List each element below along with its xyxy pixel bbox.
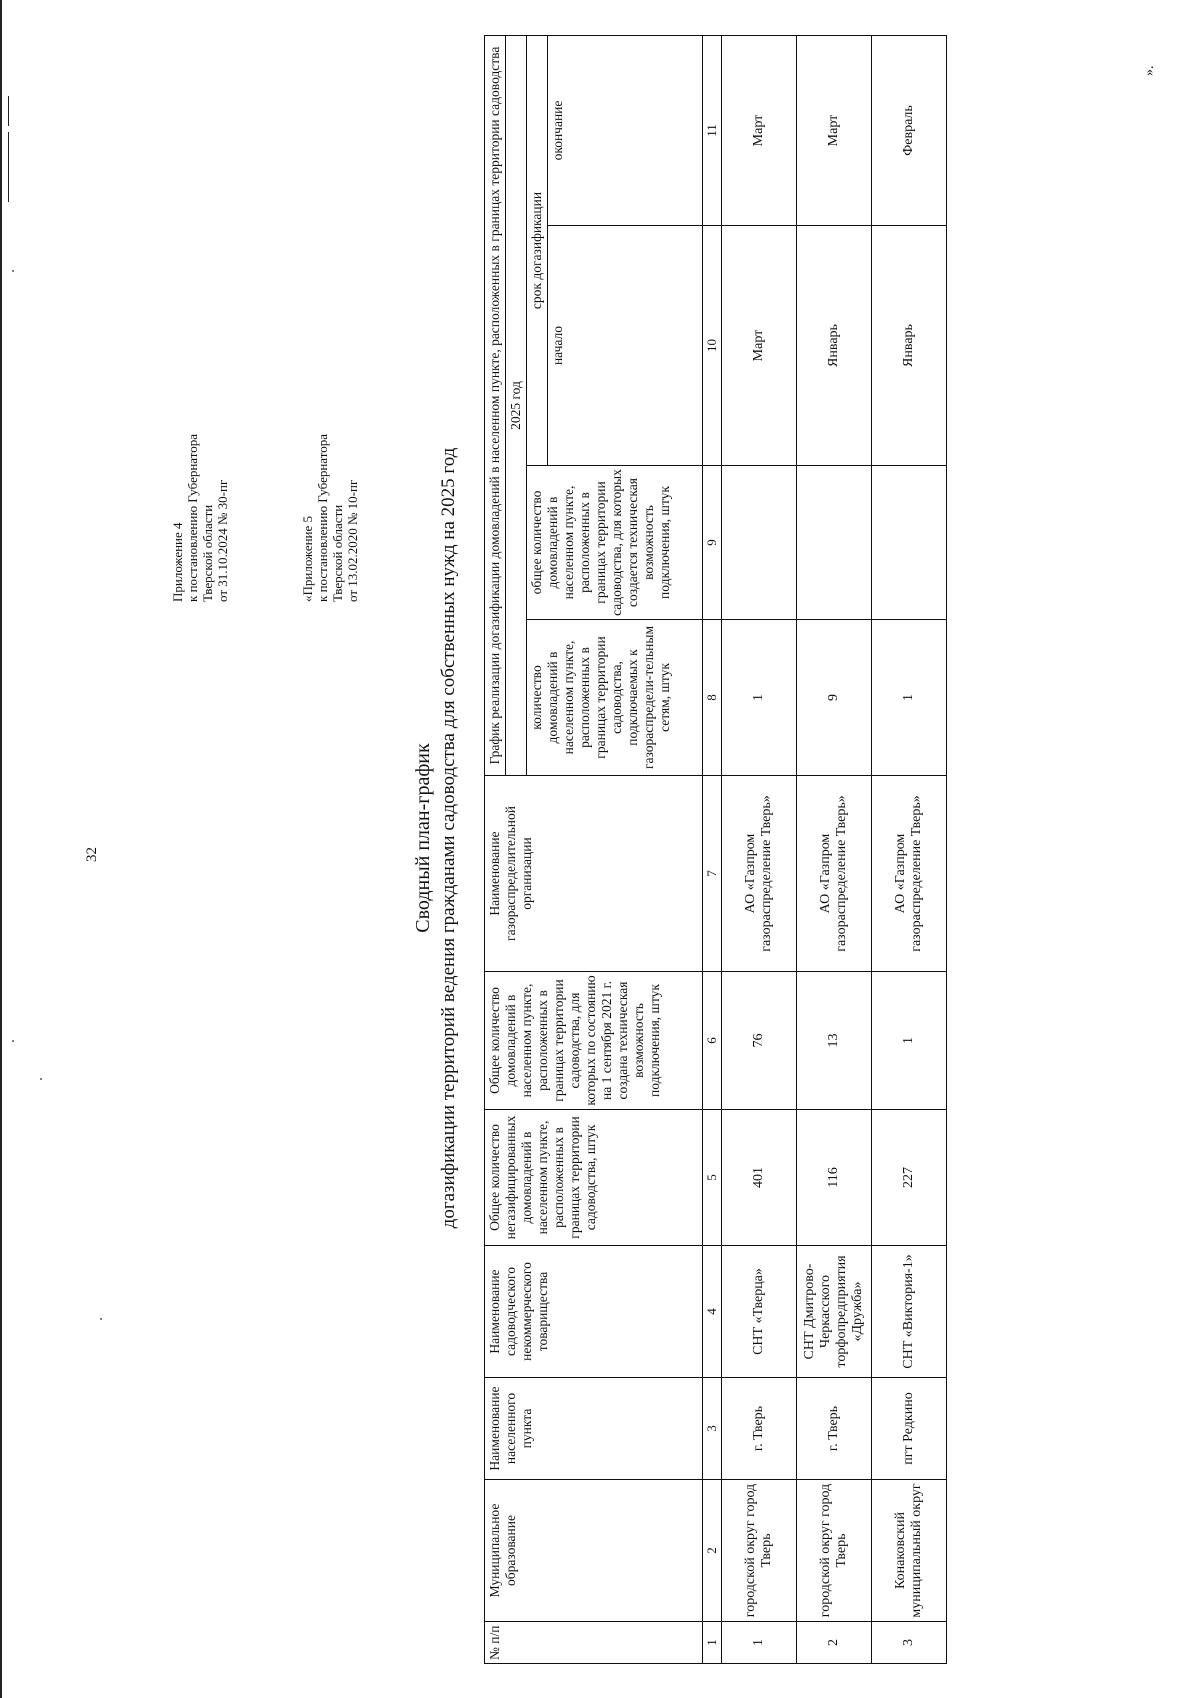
cell-gas-organization: АО «Газпром газораспределение Тверь»	[722, 776, 797, 972]
cell-technical-possibility-count: 1	[872, 972, 947, 1110]
cell-technical-possibility-count: 76	[722, 972, 797, 1110]
cell-created-possibility-count	[797, 466, 872, 620]
cell-created-possibility-count	[872, 466, 947, 620]
document-subtitle: догазификации территорий ведения гражданами садоводства для собственных нужд на 2025 год	[438, 447, 459, 1229]
cell-municipality: городской округ город Тверь	[797, 1480, 872, 1622]
table-row	[872, 36, 947, 1664]
schedule-table	[484, 35, 947, 1664]
cell-municipality: Конаковский муниципальный округ	[872, 1480, 947, 1622]
cell-settlement: пгт Редкино	[872, 1378, 947, 1480]
annex-line: «Приложение 5	[300, 515, 315, 602]
column-number: 11	[703, 36, 722, 226]
header-end: окончание	[548, 36, 703, 226]
header-partnership: Наименование садоводческого некоммерческого товарищества	[485, 1246, 703, 1378]
header-municipality: Муниципальное образование	[485, 1480, 703, 1622]
cell-settlement: г. Тверь	[722, 1378, 797, 1480]
column-number: 3	[703, 1378, 722, 1480]
cell-start: Январь	[872, 226, 947, 466]
cell-partnership: СНТ «Виктория-1»	[872, 1246, 947, 1378]
header-non-gasified-count: Общее количество негазифицированных домовладений в населенном пункте, расположенных в границах территории садоводства, штук	[485, 1110, 703, 1246]
column-number: 7	[703, 776, 722, 972]
cell-created-possibility-count	[722, 466, 797, 620]
table-row	[797, 36, 872, 1664]
annex-line: Тверской области	[330, 504, 345, 602]
cell-number: 2	[797, 1622, 872, 1664]
annex-reference-new	[170, 434, 230, 602]
table-row	[722, 36, 797, 1664]
header-technical-possibility-count: Общее количество домовладений в населенном пункте, расположенных в границах территории садоводства, для которых по состоянию на 1 сентября 2021 г. создана техническая возможность подключения, штук	[485, 972, 703, 1110]
cell-non-gasified-count: 401	[722, 1110, 797, 1246]
column-number: 6	[703, 972, 722, 1110]
annex-line: Тверской области	[200, 504, 215, 602]
document-title: Сводный план-график	[412, 743, 434, 933]
column-number: 4	[703, 1246, 722, 1378]
column-number: 5	[703, 1110, 722, 1246]
header-settlement: Наименование населенного пункта	[485, 1378, 703, 1480]
cell-partnership: СНТ «Тверца»	[722, 1246, 797, 1378]
column-number: 9	[703, 466, 722, 620]
cell-end: Март	[797, 36, 872, 226]
annex-line: от 31.10.2024 № 30-пг	[215, 479, 230, 602]
column-number: 8	[703, 620, 722, 776]
column-number: 10	[703, 226, 722, 466]
annex-line: Приложение 4	[170, 522, 185, 602]
cell-non-gasified-count: 116	[797, 1110, 872, 1246]
closing-quote: ».	[1142, 65, 1157, 76]
page-number: 32	[84, 847, 100, 862]
cell-non-gasified-count: 227	[872, 1110, 947, 1246]
cell-connected-count: 1	[722, 620, 797, 776]
column-number: 1	[703, 1622, 722, 1664]
cell-end: Март	[722, 36, 797, 226]
header-schedule-group: График реализации догазификации домовладений в населенном пункте, расположенных в границах территории садоводства	[485, 36, 506, 776]
annex-reference-old	[300, 434, 360, 602]
cell-municipality: городской округ город Тверь	[722, 1480, 797, 1622]
column-number: 2	[703, 1480, 722, 1622]
header-number: № п/п	[485, 1622, 703, 1664]
header-start: начало	[548, 226, 703, 466]
annex-line: к постановлению Губернатора	[315, 433, 330, 602]
header-gas-organization: Наименование газораспределительной организации	[485, 776, 703, 972]
header-year: 2025 год	[506, 36, 527, 776]
cell-connected-count: 1	[872, 620, 947, 776]
cell-connected-count: 9	[797, 620, 872, 776]
cell-start: Январь	[797, 226, 872, 466]
cell-partnership: СНТ Дмитрово-Черкасского торфопредприятия «Дружба»	[797, 1246, 872, 1378]
cell-gas-organization: АО «Газпром газораспределение Тверь»	[797, 776, 872, 972]
header-created-possibility-count: общее количество домовладений в населенном пункте, расположенных в границах территории садоводства, для которых создается техническая возможность подключения, штук	[527, 466, 703, 620]
cell-end: Февраль	[872, 36, 947, 226]
cell-start: Март	[722, 226, 797, 466]
cell-settlement: г. Тверь	[797, 1378, 872, 1480]
annex-line: от 13.02.2020 № 10-пг	[345, 479, 360, 602]
column-number-row	[703, 36, 722, 1664]
cell-gas-organization: АО «Газпром газораспределение Тверь»	[872, 776, 947, 972]
header-term: срок догазификации	[527, 36, 548, 466]
annex-line: к постановлению Губернатора	[185, 433, 200, 602]
header-connected-count: количество домовладений в населенном пункте, расположенных в границах территории садоводства, подключаемых к газораспредели-тельным сетям, штук	[527, 620, 703, 776]
cell-technical-possibility-count: 13	[797, 972, 872, 1110]
cell-number: 1	[722, 1622, 797, 1664]
cell-number: 3	[872, 1622, 947, 1664]
